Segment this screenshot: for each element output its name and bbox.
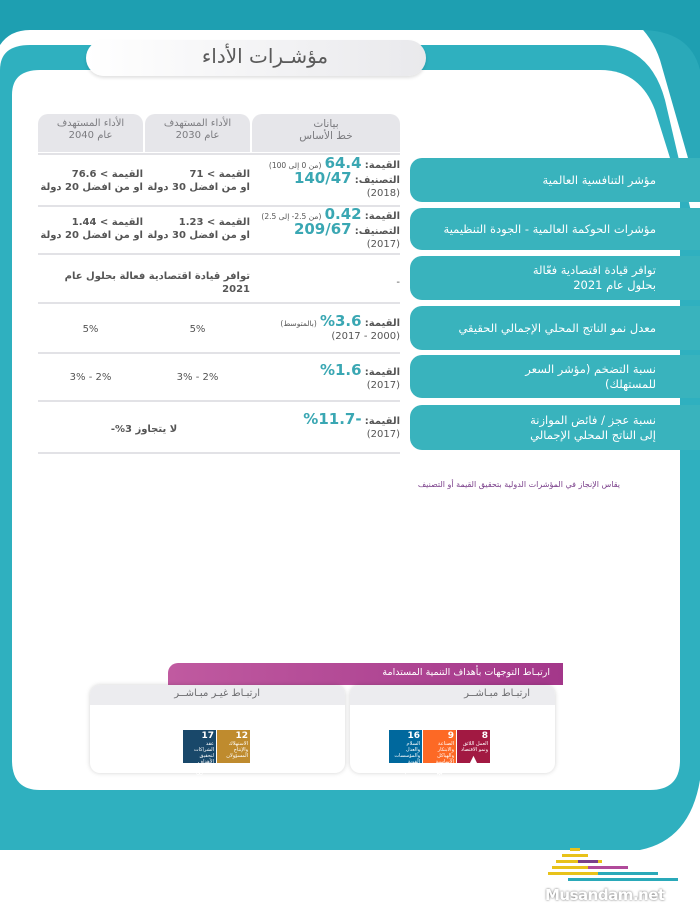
baseline-cell: - xyxy=(396,277,400,288)
sdg-goal-text: الصناعة والابتكار والهياكل الأساسية xyxy=(435,741,454,765)
target-line1: القيمة > 1.23 xyxy=(178,217,250,228)
row-separator xyxy=(38,253,400,255)
page-title: مؤشـرات الأداء xyxy=(201,44,329,68)
indicator-label: مؤشر التنافسية العالمية xyxy=(542,172,656,187)
value-note: (من 0 إلى 100) xyxy=(268,161,322,170)
indicator-label-line2: للمستهلك) xyxy=(605,376,656,391)
row-separator xyxy=(38,452,400,454)
baseline-year: (2018) xyxy=(366,188,400,199)
indicator-economic-leadership xyxy=(410,256,700,300)
target-2040-cell xyxy=(38,168,143,194)
baseline-cell xyxy=(258,361,400,392)
target-line1: القيمة > 76.6 xyxy=(71,169,143,180)
indicator-inflation xyxy=(410,355,700,398)
sdg-goal-text: السلام والعدل والمؤسسات القوية xyxy=(394,741,420,765)
target-merged-cell: لا يتجاوز 3%- xyxy=(110,424,178,435)
sdg-goal-number: 8 xyxy=(481,731,488,741)
baseline-cell xyxy=(258,410,400,441)
column-header-2040-line1: الأداء المستهدف xyxy=(56,118,125,129)
footnote: يقاس الإنجاز في المؤشرات الدولية بتحقيق القيمة أو التصنيف xyxy=(417,480,620,489)
sdg-goal-8-tile xyxy=(457,730,490,766)
sdg-goal-number: 16 xyxy=(407,731,420,741)
baseline-cell xyxy=(258,205,400,251)
baseline-year: (2017) xyxy=(366,239,400,250)
sdg-goal-text: الاستهلاك والإنتاج المسؤولان xyxy=(226,741,248,759)
sdg-goal-12-tile xyxy=(217,730,250,772)
sdg-goal-text: العمل اللائق ونمو الاقتصاد xyxy=(460,741,488,753)
dove-icon: ✦ xyxy=(400,765,411,778)
logo-text: Musandam.net xyxy=(545,886,665,904)
target-line2: او من افضل 20 دولة xyxy=(40,182,143,193)
column-header-2030-line2: عام 2030 xyxy=(175,130,220,141)
indicator-budget-deficit xyxy=(410,405,700,450)
logo-graphic xyxy=(548,842,698,887)
rank-label: التصنيف: xyxy=(354,175,400,186)
indicator-label: مؤشرات الحوكمة العالمية - الجودة التنظيمية xyxy=(443,221,656,236)
column-header-baseline-line1: بيانات xyxy=(313,118,339,130)
indicator-label-line2: بحلول عام 2021 xyxy=(573,278,656,292)
baseline-rank: 140/47 xyxy=(293,169,352,187)
indicator-competitiveness xyxy=(410,158,700,202)
target-2030-cell: 5% xyxy=(189,324,206,335)
baseline-cell xyxy=(258,154,400,200)
target-2040-cell xyxy=(38,216,143,242)
sdg-goal-number: 12 xyxy=(235,731,248,741)
sdg-goal-text: عقد الشراكات لتحقيق الأهداف xyxy=(193,741,214,765)
target-merged-cell: توافر قيادة اقتصادية فعالة بحلول عام 2021 xyxy=(64,271,250,295)
indicator-label-line1: توافر قيادة اقتصادية فعّالة xyxy=(532,263,656,277)
baseline-year: (2017) xyxy=(366,429,400,440)
value-label: القيمة: xyxy=(364,211,400,222)
value-label: القيمة: xyxy=(364,367,400,378)
sdg-title: ارتبـاط التوجهات بأهداف التنمية المستدامة xyxy=(382,667,550,678)
row-separator xyxy=(38,302,400,304)
baseline-year: (2000 - 2017) xyxy=(331,331,400,342)
value-note: (من 2.5- إلى 2.5) xyxy=(261,212,322,221)
target-line1: القيمة > 71 xyxy=(189,169,250,180)
infinity-icon: ∞ xyxy=(228,759,239,772)
baseline-rank: 209/67 xyxy=(293,220,352,238)
baseline-cell xyxy=(258,312,400,343)
sdg-goal-17-tile xyxy=(183,730,216,778)
baseline-value: 1.6% xyxy=(319,361,362,379)
target-line2: او من افضل 30 دولة xyxy=(147,230,250,241)
column-header-target-2030 xyxy=(145,114,250,152)
value-label: القيمة: xyxy=(364,318,400,329)
indicator-gdp-growth xyxy=(410,306,700,350)
column-header-target-2040 xyxy=(38,114,143,152)
value-note: (بالمتوسط) xyxy=(280,319,317,328)
value-label: القيمة: xyxy=(364,160,400,171)
sdg-direct-label: ارتبـاط مبـاشــر xyxy=(464,688,530,699)
flower-icon: ❀ xyxy=(194,765,205,778)
target-line2: او من افضل 20 دولة xyxy=(40,230,143,241)
target-2040-cell: 2% - 3% xyxy=(69,372,112,383)
target-2040-cell: 5% xyxy=(82,324,99,335)
baseline-value: 0.42 xyxy=(324,205,362,223)
column-header-baseline-line2: خط الأساس xyxy=(299,130,353,142)
baseline-year: (2017) xyxy=(366,380,400,391)
sdg-indirect-label: ارتبـاط غيـر مبـاشــر xyxy=(174,688,260,699)
indicator-governance xyxy=(410,208,700,250)
target-2030-cell xyxy=(145,168,250,194)
sdg-goal-number: 17 xyxy=(201,731,214,741)
sdg-goal-number: 9 xyxy=(447,731,454,741)
baseline-value: 3.6% xyxy=(319,312,362,330)
indicator-label-line1: نسبة عجز / فائض الموازنة xyxy=(530,412,656,427)
column-header-2030-line1: الأداء المستهدف xyxy=(163,118,232,129)
row-separator xyxy=(38,400,400,402)
column-header-2040-line2: عام 2040 xyxy=(68,130,113,141)
column-header-baseline xyxy=(252,114,400,152)
sdg-goal-9-tile xyxy=(423,730,456,778)
rank-label: التصنيف: xyxy=(354,226,400,237)
value-label: القيمة: xyxy=(364,416,400,427)
growth-chart-icon: ▲ xyxy=(469,753,478,766)
target-line2: او من افضل 30 دولة xyxy=(147,182,250,193)
baseline-value: 64.4 xyxy=(324,154,362,172)
gears-icon: ⚙ xyxy=(434,765,445,778)
indicator-label-line2: إلى الناتج المحلي الإجمالي xyxy=(530,427,656,442)
sdg-goal-16-tile xyxy=(389,730,422,778)
indicator-label: معدل نمو الناتج المحلي الإجمالي الحقيقي xyxy=(458,320,656,335)
target-line1: القيمة > 1.44 xyxy=(71,217,143,228)
row-separator xyxy=(38,352,400,354)
target-2030-cell xyxy=(145,216,250,242)
target-2030-cell: 2% - 3% xyxy=(176,372,219,383)
indicator-label-line1: نسبة التضخم (مؤشر السعر xyxy=(525,361,656,376)
baseline-value: -11.7% xyxy=(303,410,362,428)
